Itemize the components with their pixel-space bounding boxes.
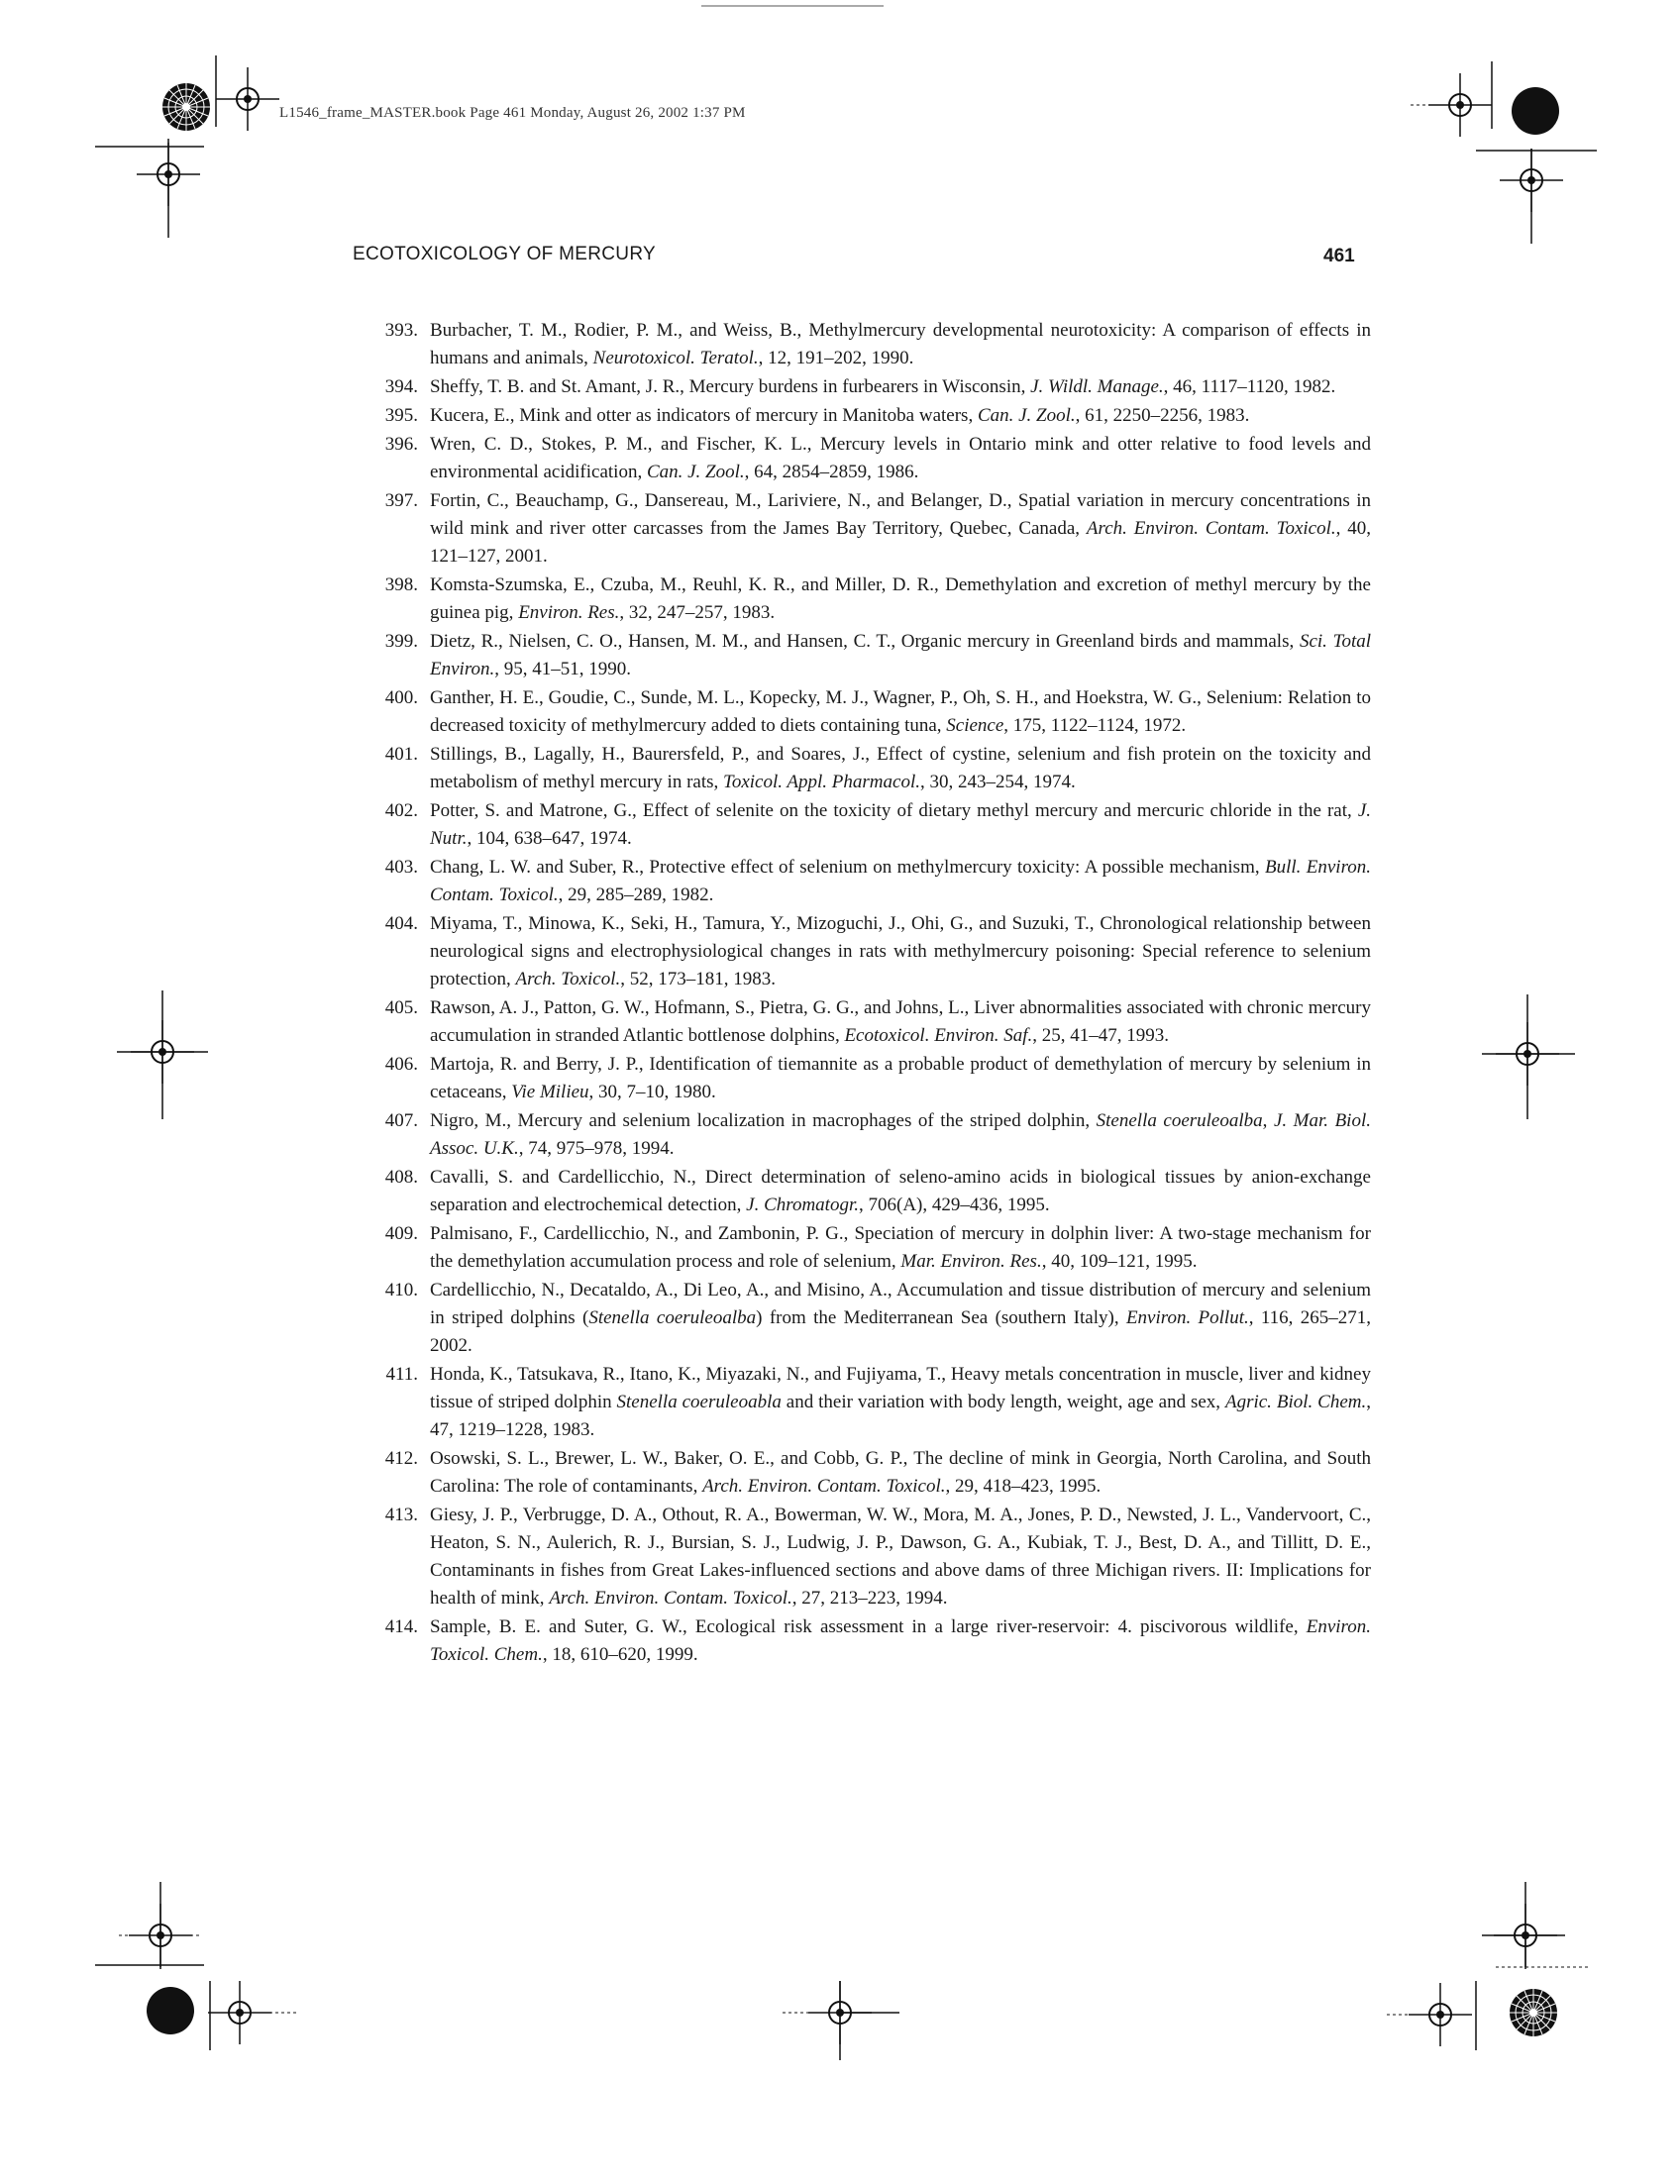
- reference-entry: [368, 373, 1371, 401]
- reference-segment: , 95, 41–51, 1990.: [494, 659, 632, 679]
- reference-segment: and their variation with body length, weight, age and sex,: [781, 1392, 1225, 1412]
- reference-journal: Sci. Total Environ.: [430, 631, 1371, 679]
- reference-number: 393.: [384, 320, 418, 341]
- reference-journal: Science: [946, 715, 1004, 736]
- reference-segment: Cavalli, S. and Cardellicchio, N., Direct determination of seleno-amino acids in biological tissues by anion-exchange separation and electrochemical detection,: [430, 1167, 1371, 1215]
- reference-text: [430, 1616, 1371, 1665]
- print-slug: L1546_frame_MASTER.book Page 461 Monday, August 26, 2002 1:37 PM: [279, 105, 746, 121]
- reference-segment: , 40, 121–127, 2001.: [430, 518, 1371, 567]
- reference-text: [430, 434, 1371, 482]
- reference-segment: Cardellicchio, N., Decataldo, A., Di Leo, A., and Misino, A., Accumulation and tissue distribution of mercury and selenium in striped dolphins (: [430, 1280, 1371, 1328]
- reference-segment: Ganther, H. E., Goudie, C., Sunde, M. L., Kopecky, M. J., Wagner, P., Oh, S. H., and Hoekstra, W. G., Selenium: Relation to decreased toxicity of methylmercury added to diets containing tuna,: [430, 687, 1371, 736]
- reference-number: 410.: [384, 1280, 418, 1300]
- mid-right-crosshair-mark: [1496, 1022, 1559, 1086]
- reference-journal: Stenella coeruleoabla: [616, 1392, 782, 1412]
- reference-segment: Martoja, R. and Berry, J. P., Identification of tiemannite as a probable product of demethylation of mercury by selenium in cetaceans,: [430, 1054, 1371, 1102]
- reference-journal: Arch. Toxicol.: [515, 969, 621, 989]
- reference-number: 412.: [384, 1448, 418, 1469]
- reference-segment: , 30, 7–10, 1980.: [588, 1082, 716, 1102]
- reference-entry: [368, 741, 1371, 796]
- reference-entry: [368, 1361, 1371, 1444]
- reference-segment: Miyama, T., Minowa, K., Seki, H., Tamura, Y., Mizoguchi, J., Ohi, G., and Suzuki, T., Chronological relationship between neurological signs and electrophysiological changes in rats with methylmercury poisoning: Special reference to selenium protection,: [430, 913, 1371, 989]
- reference-journal: Ecotoxicol. Environ. Saf.: [844, 1025, 1033, 1046]
- reference-journal: Can. J. Zool.: [646, 462, 745, 482]
- reference-segment: Burbacher, T. M., Rodier, P. M., and Weiss, B., Methylmercury developmental neurotoxicity: A comparison of effects in humans and animals,: [430, 320, 1371, 368]
- running-head: ECOTOXICOLOGY OF MERCURY: [353, 244, 656, 264]
- bottom-left-solid-dot-mark: [147, 1987, 194, 2034]
- reference-text: [430, 1280, 1371, 1356]
- reference-text: [430, 1054, 1371, 1102]
- reference-entry: [368, 1220, 1371, 1276]
- reference-text: [430, 405, 1249, 426]
- reference-text: [430, 1364, 1371, 1440]
- reference-segment: Palmisano, F., Cardellicchio, N., and Zambonin, P. G., Speciation of mercury in dolphin liver: A two-stage mechanism for the demethylation accumulation process and role of selenium,: [430, 1223, 1371, 1272]
- reference-journal: Bull. Environ. Contam. Toxicol.: [430, 857, 1372, 905]
- reference-segment: Sheffy, T. B. and St. Amant, J. R., Mercury burdens in furbearers in Wisconsin,: [430, 376, 1031, 397]
- top-right-crosshair-mark: [1428, 73, 1492, 137]
- reference-segment: , 61, 2250–2256, 1983.: [1075, 405, 1250, 426]
- reference-segment: , 104, 638–647, 1974.: [467, 828, 632, 849]
- reference-text: [430, 800, 1371, 849]
- reference-number: 406.: [384, 1054, 418, 1075]
- reference-journal: Toxicol. Appl. Pharmacol.: [723, 772, 920, 792]
- reference-segment: Fortin, C., Beauchamp, G., Dansereau, M., Lariviere, N., and Belanger, D., Spatial variation in mercury concentrations in wild mink and river otter carcasses from the James Bay Territory, Quebec, Canada,: [430, 490, 1371, 539]
- reference-entry: [368, 1445, 1371, 1501]
- reference-segment: Potter, S. and Matrone, G., Effect of selenite on the toxicity of dietary methyl mercury and mercuric chloride in the rat,: [430, 800, 1358, 821]
- reference-journal: Environ. Res.: [518, 602, 620, 623]
- bottom-right-crosshair-mark: [1494, 1904, 1557, 1967]
- reference-segment: Wren, C. D., Stokes, P. M., and Fischer, K. L., Mercury levels in Ontario mink and otter relative to food levels and environmental acidification,: [430, 434, 1371, 482]
- reference-entry: [368, 910, 1371, 993]
- reference-segment: , 706(A), 429–436, 1995.: [859, 1195, 1050, 1215]
- bottom-right-left-crosshair-mark: [1409, 1983, 1472, 2046]
- bottom-left-right-crosshair-mark: [208, 1981, 271, 2044]
- reference-text: [430, 1110, 1371, 1159]
- reference-entry: [368, 1164, 1371, 1219]
- reference-journal: J. Wildl. Manage.: [1030, 376, 1164, 397]
- reference-text: [430, 997, 1371, 1046]
- reference-journal: J. Nutr.: [430, 800, 1371, 849]
- reference-segment: , 64, 2854–2859, 1986.: [744, 462, 919, 482]
- reference-segment: , 25, 41–47, 1993.: [1032, 1025, 1169, 1046]
- top-left-crosshair-mark: [216, 67, 279, 131]
- reference-segment: Kucera, E., Mink and otter as indicators of mercury in Manitoba waters,: [430, 405, 978, 426]
- reference-number: 394.: [384, 376, 418, 397]
- reference-text: [430, 376, 1335, 397]
- reference-segment: , 30, 243–254, 1974.: [920, 772, 1076, 792]
- reference-segment: , 18, 610–620, 1999.: [542, 1644, 698, 1665]
- reference-segment: , 40, 109–121, 1995.: [1041, 1251, 1198, 1272]
- reference-number: 409.: [384, 1223, 418, 1244]
- page-number: 461: [1323, 246, 1355, 266]
- reference-segment: ,: [1262, 1110, 1274, 1131]
- reference-journal: Environ. Toxicol. Chem.: [430, 1616, 1371, 1665]
- reference-segment: , 47, 1219–1228, 1983.: [430, 1392, 1371, 1440]
- reference-segment: Giesy, J. P., Verbrugge, D. A., Othout, R. A., Bowerman, W. W., Mora, M. A., Jones, P. D., Newsted, J. L., Vandervoort, C., Heaton, S. N., Aulerich, R. J., Bursian, S. J., Ludwig, J. P., Dawson, G. A., Kubiak, T. J., Best, D. A., and Tillitt, D. E., Contaminants in fishes from Great Lakes-influenced sections and above dams of three Michigan rivers. II: Implications for health of mink,: [430, 1505, 1371, 1609]
- reference-entry: [368, 487, 1371, 571]
- reference-journal: Stenella coeruleoalba: [1096, 1110, 1263, 1131]
- reference-journal: Vie Milieu: [511, 1082, 589, 1102]
- reference-text: [430, 574, 1371, 623]
- reference-number: 413.: [384, 1505, 418, 1525]
- reference-text: [430, 857, 1371, 905]
- reference-journal: J. Chromatogr.: [746, 1195, 859, 1215]
- reference-segment: , 29, 418–423, 1995.: [945, 1476, 1102, 1497]
- reference-segment: Dietz, R., Nielsen, C. O., Hansen, M. M., and Hansen, C. T., Organic mercury in Greenland birds and mammals,: [430, 631, 1300, 652]
- reference-journal: Mar. Environ. Res.: [900, 1251, 1042, 1272]
- reference-entry: [368, 854, 1371, 909]
- reference-segment: , 116, 265–271, 2002.: [430, 1307, 1371, 1356]
- reference-text: [430, 490, 1371, 567]
- reference-text: [430, 1448, 1371, 1497]
- reference-number: 402.: [384, 800, 418, 821]
- reference-text: [430, 1223, 1371, 1272]
- reference-text: [430, 1505, 1371, 1609]
- reference-number: 408.: [384, 1167, 418, 1188]
- reference-number: 405.: [384, 997, 418, 1018]
- reference-journal: Neurotoxicol. Teratol.: [592, 348, 759, 368]
- reference-text: [430, 744, 1371, 792]
- reference-number: 400.: [384, 687, 418, 708]
- reference-segment: , 74, 975–978, 1994.: [518, 1138, 675, 1159]
- reference-number: 398.: [384, 574, 418, 595]
- reference-segment: Nigro, M., Mercury and selenium localization in macrophages of the striped dolphin,: [430, 1110, 1097, 1131]
- reference-number: 407.: [384, 1110, 418, 1131]
- reference-number: 411.: [385, 1364, 418, 1385]
- reference-text: [430, 913, 1371, 989]
- reference-segment: Osowski, S. L., Brewer, L. W., Baker, O. E., and Cobb, G. P., The decline of mink in Georgia, North Carolina, and South Carolina: The role of contaminants,: [430, 1448, 1371, 1497]
- reference-number: 397.: [384, 490, 418, 511]
- reference-entry: [368, 994, 1371, 1050]
- reference-entry: [368, 431, 1371, 486]
- reference-entry: [368, 797, 1371, 853]
- reference-number: 395.: [384, 405, 418, 426]
- reference-segment: , 175, 1122–1124, 1972.: [1003, 715, 1187, 736]
- top-right-lower-crosshair-mark: [1500, 149, 1563, 212]
- reference-entry: [368, 1613, 1371, 1669]
- reference-journal: Arch. Environ. Contam. Toxicol.: [549, 1588, 792, 1609]
- reference-journal: Stenella coeruleoalba: [588, 1307, 757, 1328]
- reference-segment: , 32, 247–257, 1983.: [619, 602, 776, 623]
- reference-segment: , 52, 173–181, 1983.: [620, 969, 777, 989]
- reference-segment: Honda, K., Tatsukava, R., Itano, K., Miyazaki, N., and Fujiyama, T., Heavy metals concentration in muscle, liver and kidney tissue of striped dolphin: [430, 1364, 1371, 1412]
- reference-segment: Chang, L. W. and Suber, R., Protective effect of selenium on methylmercury toxicity: A possible mechanism,: [430, 857, 1265, 878]
- reference-segment: Komsta-Szumska, E., Czuba, M., Reuhl, K. R., and Miller, D. R., Demethylation and excretion of methyl mercury by the guinea pig,: [430, 574, 1371, 623]
- reference-text: [430, 1167, 1371, 1215]
- reference-entry: [368, 1502, 1371, 1612]
- reference-entry: [368, 402, 1371, 430]
- reference-number: 399.: [384, 631, 418, 652]
- top-left-lower-crosshair-mark: [137, 143, 200, 206]
- reference-segment: Stillings, B., Lagally, H., Baurersfeld, P., and Soares, J., Effect of cystine, selenium and fish protein on the toxicity and metabolism of methyl mercury in rats,: [430, 744, 1371, 792]
- reference-journal: Arch. Environ. Contam. Toxicol.: [1086, 518, 1336, 539]
- reference-journal: Environ. Pollut.: [1125, 1307, 1249, 1328]
- bottom-left-crosshair-mark: [129, 1904, 192, 1967]
- reference-entry: [368, 1051, 1371, 1106]
- reference-entry: [368, 317, 1371, 372]
- reference-number: 403.: [384, 857, 418, 878]
- reference-entry: [368, 684, 1371, 740]
- reference-list: [368, 317, 1371, 1670]
- reference-segment: , 29, 285–289, 1982.: [558, 884, 714, 905]
- reference-number: 414.: [384, 1616, 418, 1637]
- mid-left-crosshair-mark: [131, 1020, 194, 1084]
- reference-text: [430, 687, 1371, 736]
- reference-journal: Arch. Environ. Contam. Toxicol.: [702, 1476, 946, 1497]
- top-left-starburst-mark: [162, 83, 210, 131]
- reference-entry: [368, 1107, 1371, 1163]
- reference-segment: Rawson, A. J., Patton, G. W., Hofmann, S., Pietra, G. G., and Johns, L., Liver abnormalities associated with chronic mercury accumulation in stranded Atlantic bottlenose dolphins,: [430, 997, 1371, 1046]
- reference-number: 396.: [384, 434, 418, 455]
- reference-text: [430, 631, 1371, 679]
- reference-number: 404.: [384, 913, 418, 934]
- reference-segment: , 46, 1117–1120, 1982.: [1163, 376, 1336, 397]
- reference-number: 401.: [384, 744, 418, 765]
- reference-segment: ) from the Mediterranean Sea (southern Italy),: [756, 1307, 1126, 1328]
- reference-journal: Can. J. Zool.: [977, 405, 1076, 426]
- reference-segment: Sample, B. E. and Suter, G. W., Ecological risk assessment in a large river-reservoir: 4. piscivorous wildlife,: [430, 1616, 1307, 1637]
- bottom-right-starburst-mark: [1510, 1989, 1557, 2036]
- top-right-solid-dot-mark: [1512, 87, 1559, 135]
- bottom-center-crosshair-mark: [808, 1981, 872, 2044]
- reference-entry: [368, 628, 1371, 683]
- reference-entry: [368, 1277, 1371, 1360]
- reference-journal: Agric. Biol. Chem.: [1224, 1392, 1367, 1412]
- reference-text: [430, 320, 1371, 368]
- reference-segment: , 27, 213–223, 1994.: [791, 1588, 948, 1609]
- reference-journal: J. Mar. Biol. Assoc. U.K.: [430, 1110, 1371, 1159]
- reference-segment: , 12, 191–202, 1990.: [758, 348, 914, 368]
- reference-entry: [368, 572, 1371, 627]
